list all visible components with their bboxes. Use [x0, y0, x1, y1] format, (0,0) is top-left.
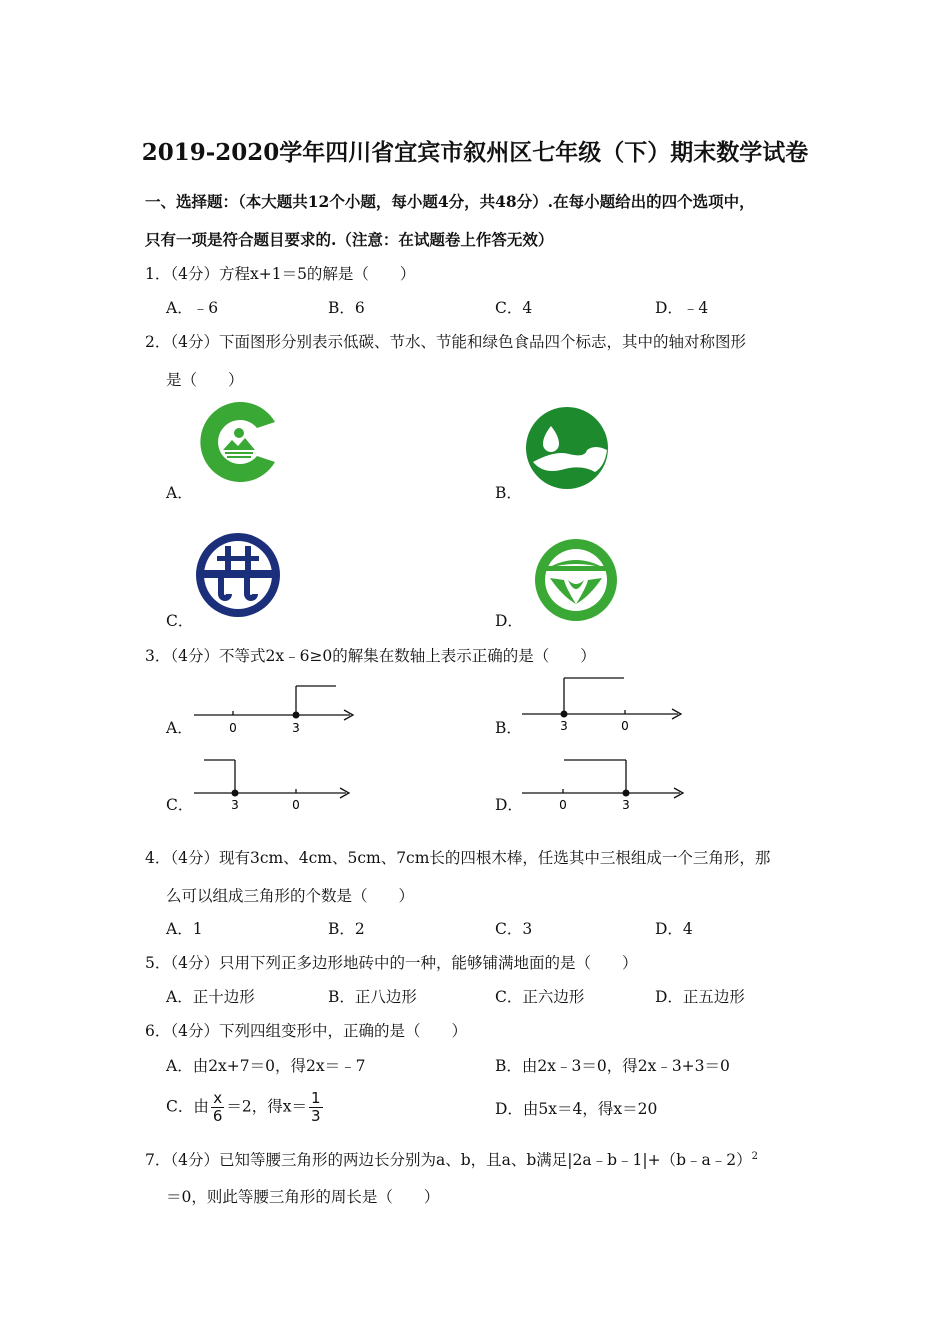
q3-option-c-label: C． [166, 796, 194, 814]
tick-label: 0 [292, 798, 300, 812]
q2-option-a-label: A． [166, 484, 193, 502]
water-saving-logo-icon [525, 406, 609, 490]
q4-option-b: B．2 [328, 920, 365, 938]
fraction-numerator: 1 [311, 1089, 321, 1107]
q1-option-b: B．6 [328, 299, 365, 317]
tick-label: 0 [621, 719, 629, 733]
number-line-c [190, 756, 360, 812]
q3-stem: 3．（4分）不等式2x﹣6≥0的解集在数轴上表示正确的是（ ） [145, 647, 596, 665]
tick-label: 3 [292, 721, 300, 735]
q7-stem-line2: ＝0，则此等腰三角形的周长是（ ） [166, 1188, 440, 1206]
q7-stem-text: 7．（4分）已知等腰三角形的两边长分别为a、b，且a、b满足|2a﹣b﹣1|+（b﹣a﹣2） [145, 1151, 752, 1169]
q5-option-b: B．正八边形 [328, 988, 417, 1006]
q2-stem-line2: 是（ ） [166, 371, 244, 389]
fraction [211, 1090, 225, 1125]
q2-option-d-label: D． [495, 612, 523, 630]
superscript: 2 [751, 1150, 759, 1162]
q6-option-b: B．由2x﹣3＝0，得2x﹣3+3＝0 [495, 1057, 730, 1075]
low-carbon-logo-icon [197, 400, 281, 484]
tick-label: 3 [560, 719, 568, 733]
fraction-numerator: x [211, 1090, 225, 1108]
q2-option-c-label: C． [166, 612, 194, 630]
q1-option-a: A．﹣6 [166, 299, 219, 317]
q4-stem-line1: 4．（4分）现有3cm、4cm、5cm、7cm长的四根木棒，任选其中三根组成一个三角形，那 [145, 849, 771, 867]
q7-stem-line1 [145, 1148, 758, 1170]
q4-option-a: A．1 [166, 920, 203, 938]
q1-option-d: D．﹣4 [655, 299, 709, 317]
section-heading-line2: 只有一项是符合题目要求的.（注意：在试题卷上作答无效） [145, 230, 554, 249]
q6-option-a: A．由2x+7＝0，得2x＝﹣7 [166, 1057, 366, 1075]
q4-stem-line2: 么可以组成三角形的个数是（ ） [166, 887, 415, 905]
fraction-denominator: 3 [311, 1107, 321, 1125]
tick-label: 3 [622, 798, 630, 812]
q5-stem: 5．（4分）只用下列正多边形地砖中的一种，能够铺满地面的是（ ） [145, 954, 638, 972]
number-line-d [518, 756, 690, 812]
green-food-logo-icon [534, 538, 618, 622]
tick-label: 0 [229, 721, 237, 735]
q5-option-a: A．正十边形 [166, 988, 255, 1006]
tick-label: 0 [559, 798, 567, 812]
q5-option-c: C．正六边形 [495, 988, 585, 1006]
tick-label: 3 [231, 798, 239, 812]
q6-option-c-prefix: C．由 [166, 1097, 209, 1116]
q6-stem: 6．（4分）下列四组变形中，正确的是（ ） [145, 1022, 467, 1040]
q3-option-d-label: D． [495, 796, 523, 814]
fraction-denominator: 6 [212, 1107, 223, 1125]
q2-stem-line1: 2．（4分）下面图形分别表示低碳、节水、节能和绿色食品四个标志，其中的轴对称图形 [145, 333, 746, 351]
q4-option-c: C．3 [495, 920, 533, 938]
q6-option-d: D．由5x＝4，得x＝20 [495, 1100, 658, 1118]
energy-saving-logo-icon [195, 532, 281, 618]
q3-option-b-label: B． [495, 719, 522, 737]
q5-option-d: D．正五边形 [655, 988, 745, 1006]
q3-option-a-label: A． [166, 719, 193, 737]
fraction [309, 1090, 323, 1125]
number-line-a [190, 680, 360, 736]
page-title: 2019-2020学年四川省宜宾市叙州区七年级（下）期末数学试卷 [141, 139, 809, 166]
q1-stem: 1．（4分）方程x+1＝5的解是（ ） [145, 265, 416, 283]
q6-option-c-mid: ＝2，得x＝ [226, 1097, 308, 1116]
q2-option-b-label: B． [495, 484, 522, 502]
q1-option-c: C．4 [495, 299, 533, 317]
q6-option-c [166, 1090, 325, 1125]
q4-option-d: D．4 [655, 920, 693, 938]
number-line-b [518, 674, 688, 734]
section-heading-line1: 一、选择题：（本大题共12个小题，每小题4分，共48分）.在每小题给出的四个选项中， [145, 192, 755, 211]
